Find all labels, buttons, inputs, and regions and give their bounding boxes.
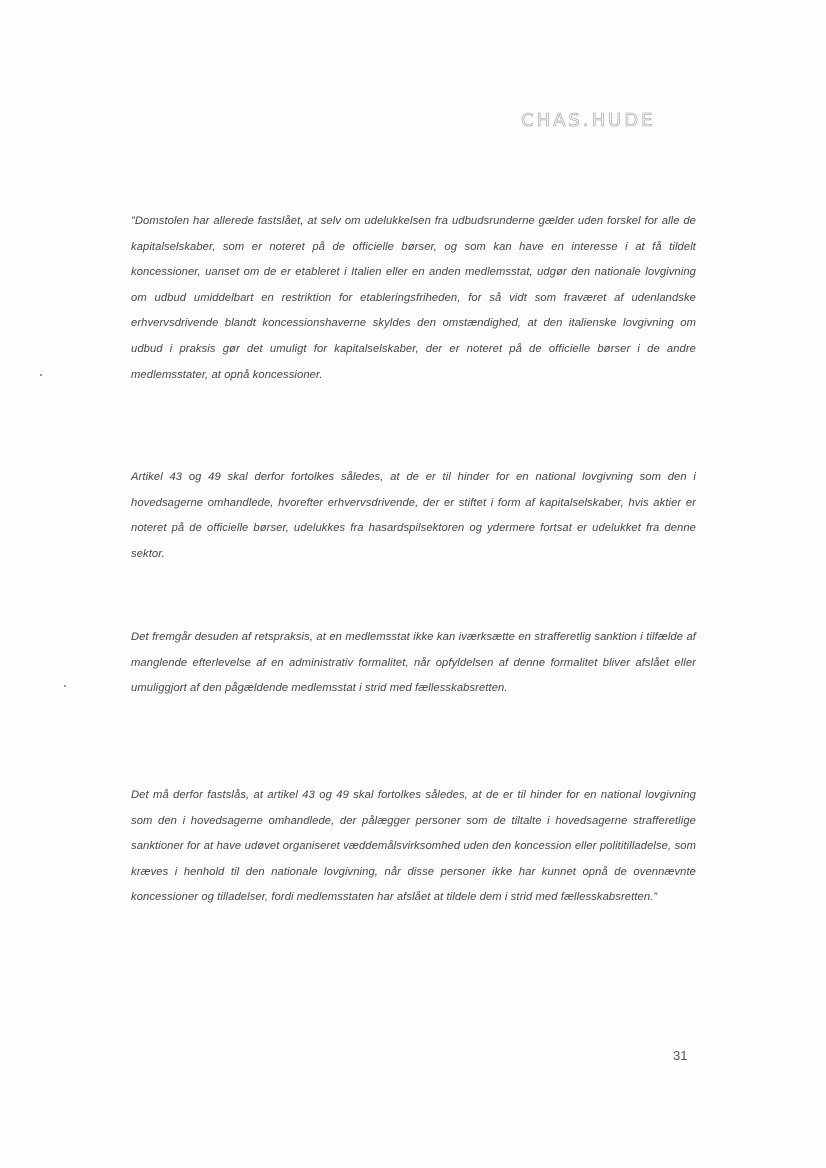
scan-speck: [40, 374, 42, 376]
paragraph-2: Artikel 43 og 49 skal derfor fortolkes således, at de er til hinder for en national lovgivning som den i hovedsagerne omhandlede, hvorefter erhvervsdrivende, der er stiftet i form af kapitalselskaber, hvis aktier er noteret på de officielle børser, udelukkes fra hasardspilsektoren og ydermere fortsat er udelukket fra denne sektor.: [131, 471, 696, 560]
page-number: 31: [673, 1048, 688, 1063]
scan-speck: [64, 685, 66, 687]
company-logo: CHAS.HUDE: [521, 110, 656, 131]
paragraph-3: Det fremgår desuden af retspraksis, at en medlemsstat ikke kan iværksætte en strafferetlig sanktion i tilfælde af manglende efterlevelse af en administrativ formalitet, når opfyldelsen af denne formalitet bliver afslået eller umuliggjort af den pågældende medlemsstat i strid med fællesskabsretten.: [131, 631, 696, 695]
paragraph-4: Det må derfor fastslås, at artikel 43 og 49 skal fortolkes således, at de er til hinder for en national lovgivning som den i hovedsagerne omhandlede, der pålægger personer som de tiltalte i hovedsagerne strafferetlige sanktioner for at have udøvet organiseret væddemålsvirksomhed uden den koncession eller polititilladelse, som kræves i henhold til den nationale lovgivning, når disse personer ikke har kunnet opnå de ovennævnte koncessioner og tilladelser, fordi medlemsstaten har afslået at tildele dem i strid med fællesskabsretten.”: [131, 789, 696, 904]
paragraph-1: ”Domstolen har allerede fastslået, at selv om udelukkelsen fra udbudsrunderne gælder uden forskel for alle de kapitalselskaber, som er noteret på de officielle børser, og som kan have en interesse i at få tildelt koncessioner, uanset om de er etableret i Italien eller en anden medlemsstat, udgør den nationale lovgivning om udbud umiddelbart en restriktion for etableringsfriheden, for så vidt som fraværet af udenlandske erhvervsdrivende blandt koncessionshaverne skyldes den omstændighed, at den italienske lovgivning om udbud i praksis gør det umuligt for kapitalselskaber, der er noteret på de officielle børser i de andre medlemsstater, at opnå koncessioner.: [131, 215, 696, 381]
